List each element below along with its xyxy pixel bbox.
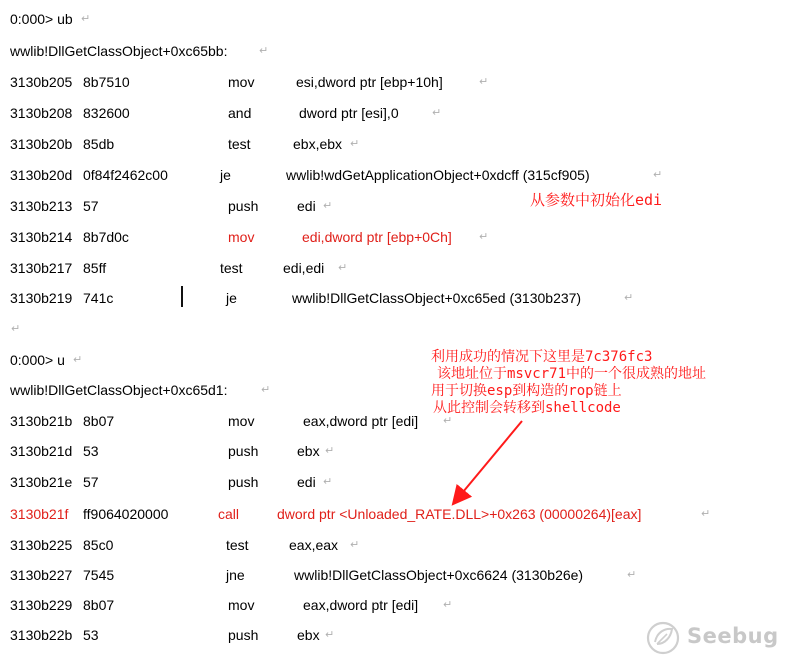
row-operands: ebx [297, 443, 320, 459]
row-operands: dword ptr [esi],0 [299, 105, 399, 121]
row-address: 3130b21d [10, 443, 73, 459]
paragraph-mark: ↵ [261, 384, 271, 396]
seebug-watermark [645, 620, 785, 656]
row-bytes: 8b07 [83, 597, 115, 613]
row-operands: wwlib!DllGetClassObject+0xc6624 (3130b26e) [294, 567, 584, 583]
paragraph-mark: ↵ [325, 445, 335, 457]
paragraph-mark: ↵ [323, 476, 333, 488]
row-mnemonic: push [228, 443, 259, 459]
row-address: 3130b214 [10, 229, 73, 245]
paragraph-mark: ↵ [479, 231, 489, 243]
paragraph-mark: ↵ [323, 200, 333, 212]
command-text: 0:000> ub [10, 11, 73, 27]
row-bytes: 53 [83, 443, 99, 459]
row-bytes: 85c0 [83, 537, 114, 553]
symbol-text: wwlib!DllGetClassObject+0xc65bb: [10, 43, 228, 59]
row-operands: edi,dword ptr [ebp+0Ch] [302, 229, 452, 245]
row-operands: edi,edi [283, 260, 325, 276]
row-mnemonic: test [226, 537, 249, 553]
row-operands: ebx,ebx [293, 136, 343, 152]
row-mnemonic: mov [228, 413, 255, 429]
paragraph-mark: ↵ [338, 262, 348, 274]
row-mnemonic: je [220, 167, 231, 183]
row-mnemonic: jne [226, 567, 245, 583]
row-bytes: 53 [83, 627, 99, 643]
row-mnemonic: push [228, 198, 259, 214]
paragraph-mark: ↵ [73, 354, 83, 366]
row-operands: eax,dword ptr [edi] [303, 597, 419, 613]
row-mnemonic: je [226, 290, 237, 306]
row-bytes: 57 [83, 198, 99, 214]
paragraph-mark: ↵ [624, 292, 634, 304]
row-address: 3130b217 [10, 260, 73, 276]
paragraph-mark: ↵ [325, 629, 335, 641]
row-address: 3130b22b [10, 627, 73, 643]
paragraph-mark: ↵ [11, 323, 21, 335]
row-bytes: 8b07 [83, 413, 115, 429]
annotation-line-2: 该地址位于msvcr71中的一个很成熟的地址 [437, 366, 707, 382]
row-operands: eax,dword ptr [edi] [303, 413, 419, 429]
row-address: 3130b225 [10, 537, 73, 553]
row-address: 3130b219 [10, 290, 73, 306]
row-operands: wwlib!wdGetApplicationObject+0xdcff (315cf905) [286, 167, 590, 183]
paragraph-mark: ↵ [443, 415, 453, 427]
row-operands: eax,eax [289, 537, 339, 553]
row-address: 3130b205 [10, 74, 73, 90]
row-mnemonic: mov [228, 597, 255, 613]
row-mnemonic: mov [228, 229, 255, 245]
seebug-leaf-icon [645, 620, 683, 656]
row-mnemonic: call [218, 506, 240, 522]
row-mnemonic: and [228, 105, 252, 121]
row-mnemonic: mov [228, 74, 255, 90]
annotation-line-4: 从此控制会转移到shellcode [433, 400, 621, 416]
symbol-text: wwlib!DllGetClassObject+0xc65d1: [10, 382, 228, 398]
row-address: 3130b21e [10, 474, 73, 490]
paragraph-mark: ↵ [479, 76, 489, 88]
row-operands: dword ptr <Unloaded_RATE.DLL>+0x263 (00000264)[eax] [277, 506, 642, 522]
paragraph-mark: ↵ [81, 13, 91, 25]
row-mnemonic: push [228, 627, 259, 643]
row-mnemonic: push [228, 474, 259, 490]
row-bytes: 741c [83, 290, 114, 306]
row-address: 3130b21f [10, 506, 69, 522]
row-address: 3130b227 [10, 567, 73, 583]
row-bytes: 8b7510 [83, 74, 130, 90]
row-operands: edi [297, 474, 316, 490]
annotation-line-1: 利用成功的情况下这里是7c376fc3 [431, 349, 653, 365]
command-text: 0:000> u [10, 352, 65, 368]
row-address: 3130b20d [10, 167, 73, 183]
row-operands: esi,dword ptr [ebp+10h] [296, 74, 443, 90]
row-bytes: 85ff [83, 260, 107, 276]
row-address: 3130b21b [10, 413, 73, 429]
row-bytes: 85db [83, 136, 115, 152]
row-operands: wwlib!DllGetClassObject+0xc65ed (3130b237) [292, 290, 582, 306]
paragraph-mark: ↵ [432, 107, 442, 119]
paragraph-mark: ↵ [627, 569, 637, 581]
row-bytes: 0f84f2462c00 [83, 167, 168, 183]
paragraph-mark: ↵ [443, 599, 453, 611]
row-address: 3130b208 [10, 105, 73, 121]
paragraph-mark: ↵ [259, 45, 269, 57]
paragraph-mark: ↵ [653, 169, 663, 181]
paragraph-mark: ↵ [701, 508, 711, 520]
watermark-text: Seebug [687, 624, 779, 648]
row-mnemonic: test [228, 136, 251, 152]
row-bytes: 57 [83, 474, 99, 490]
row-address: 3130b20b [10, 136, 73, 152]
row-mnemonic: test [220, 260, 243, 276]
paragraph-mark: ↵ [350, 138, 360, 150]
row-bytes: ff9064020000 [83, 506, 169, 522]
row-operands: edi [297, 198, 316, 214]
row-bytes: 832600 [83, 105, 130, 121]
annotation-line-3: 用于切换esp到构造的rop链上 [431, 383, 622, 399]
paragraph-mark: ↵ [350, 539, 360, 551]
row-bytes: 8b7d0c [83, 229, 129, 245]
row-address: 3130b213 [10, 198, 73, 214]
row-bytes: 7545 [83, 567, 115, 583]
row-operands: ebx [297, 627, 320, 643]
row-address: 3130b229 [10, 597, 73, 613]
annotation-init-edi: 从参数中初始化edi [530, 191, 663, 209]
